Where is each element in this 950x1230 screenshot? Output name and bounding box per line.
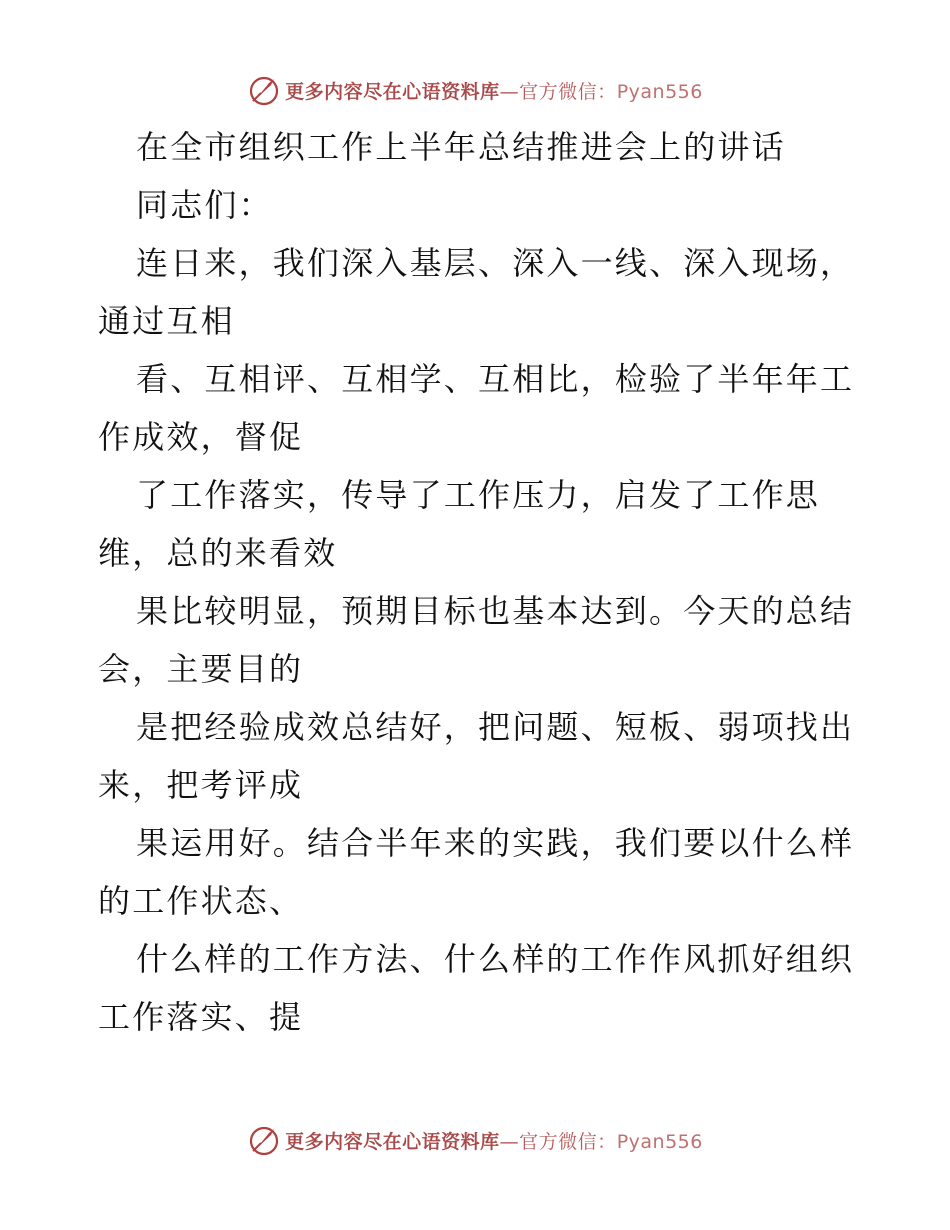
doc-line: 通过互相 xyxy=(98,302,235,340)
doc-line: 了工作落实，传导了工作压力，启发了工作思 xyxy=(136,476,821,514)
document-body xyxy=(98,118,858,1046)
banner-official-label: 官方微信： xyxy=(519,80,617,103)
banner-dash: — xyxy=(499,80,520,103)
doc-line: 什么样的工作方法、什么样的工作作风抓好组织 xyxy=(136,940,855,978)
banner-official-label: 官方微信： xyxy=(519,1130,617,1153)
doc-title: 在全市组织工作上半年总结推进会上的讲话 xyxy=(136,128,786,166)
banner-text xyxy=(285,1127,703,1154)
footer-banner xyxy=(0,1120,950,1160)
doc-line: 连日来，我们深入基层、深入一线、深入现场， xyxy=(136,244,855,282)
banner-text xyxy=(285,77,703,104)
doc-line: 看、互相评、互相学、互相比，检验了半年年工 xyxy=(136,360,855,398)
quill-logo-icon xyxy=(247,1123,281,1157)
doc-line: 维，总的来看效 xyxy=(98,534,338,572)
header-banner xyxy=(0,70,950,110)
doc-line: 果运用好。结合半年来的实践，我们要以什么样 xyxy=(136,824,855,862)
banner-wechat-id: Pyan556 xyxy=(616,80,703,103)
banner-dash: — xyxy=(499,1130,520,1153)
doc-line: 是把经验成效总结好，把问题、短板、弱项找出 xyxy=(136,708,855,746)
banner-wechat-id: Pyan556 xyxy=(616,1130,703,1153)
doc-line: 作成效，督促 xyxy=(98,418,304,456)
doc-line: 同志们： xyxy=(136,186,273,224)
doc-line: 会，主要目的 xyxy=(98,650,304,688)
quill-logo-icon xyxy=(247,73,281,107)
doc-line: 果比较明显，预期目标也基本达到。今天的总结 xyxy=(136,592,855,630)
doc-line: 工作落实、提 xyxy=(98,998,304,1036)
doc-line: 来，把考评成 xyxy=(98,766,304,804)
banner-brand: 更多内容尽在心语资料库 xyxy=(285,80,500,103)
doc-line: 的工作状态、 xyxy=(98,882,304,920)
banner-brand: 更多内容尽在心语资料库 xyxy=(285,1130,500,1153)
